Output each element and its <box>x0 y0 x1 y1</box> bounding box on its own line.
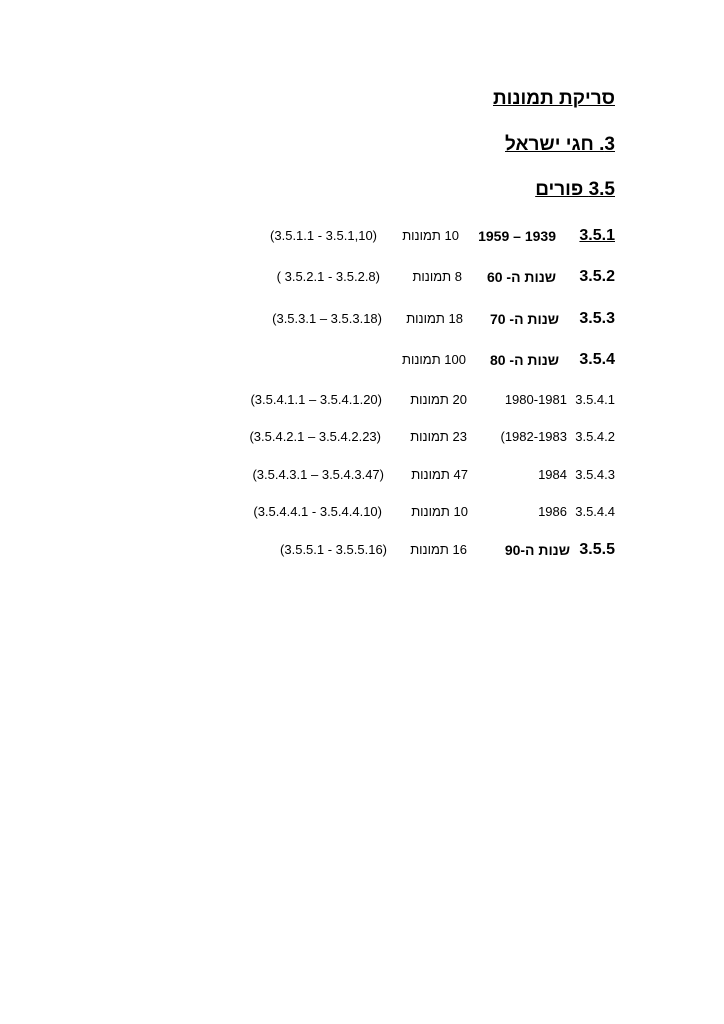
entry-range: (3.5.3.1 – 3.5.3.18) <box>272 311 382 326</box>
entry-period: 1986 <box>538 504 567 519</box>
entry-number: 3.5.4.1 <box>575 392 615 407</box>
entry-number: 3.5.4.4 <box>575 504 615 519</box>
list-item <box>0 425 724 449</box>
entry-count: 10 תמונות <box>402 228 459 243</box>
list-item <box>0 265 724 289</box>
entry-period: שנות ה- 60 <box>486 269 556 285</box>
entry-range: (3.5.5.1 - 3.5.5.16) <box>280 542 387 557</box>
entry-period: 1982-1983) <box>500 429 567 444</box>
entry-period: שנות ה-90 <box>504 542 570 558</box>
entry-count: 18 תמונות <box>406 311 463 326</box>
entry-range: (3.5.1.1 - 3.5.1,10) <box>270 228 377 243</box>
entry-count: 23 תמונות <box>410 429 467 444</box>
entry-range: (3.5.4.4.1 - 3.5.4.4.10) <box>253 504 382 519</box>
entry-period: 1939 – 1959 <box>478 228 556 244</box>
entry-period: שנות ה- 80 <box>489 352 559 368</box>
entry-number: 3.5.3 <box>579 310 615 327</box>
entry-range: ( 3.5.2.1 - 3.5.2.8) <box>276 269 380 284</box>
entry-count: 100 תמונות <box>401 352 466 367</box>
entry-number: 3.5.4 <box>579 351 615 368</box>
entry-range: (3.5.4.3.1 – 3.5.4.3.47) <box>252 467 384 482</box>
entry-number: 3.5.2 <box>579 268 615 285</box>
list-item <box>0 388 724 412</box>
entry-period: 1984 <box>538 467 567 482</box>
document-title: סריקת תמונות <box>492 88 615 109</box>
list-item <box>0 500 724 524</box>
entry-number: 3.5.4.3 <box>575 467 615 482</box>
entry-count: 47 תמונות <box>411 467 468 482</box>
list-item <box>0 463 724 487</box>
list-item <box>0 538 724 562</box>
entry-range: (3.5.4.1.1 – 3.5.4.1.20) <box>250 392 382 407</box>
entry-number: 3.5.4.2 <box>575 429 615 444</box>
chapter-heading: 3. חגי ישראל <box>505 134 615 155</box>
entry-period: 1980-1981 <box>504 392 567 407</box>
entry-number: 3.5.5 <box>579 541 615 558</box>
entry-period: שנות ה- 70 <box>489 311 559 327</box>
list-item <box>0 307 724 331</box>
entry-count: 10 תמונות <box>411 504 468 519</box>
entry-count: 16 תמונות <box>410 542 467 557</box>
entry-number: 3.5.1 <box>579 227 615 244</box>
list-item <box>0 348 724 372</box>
section-heading: 3.5 פורים <box>535 179 615 200</box>
entry-range: (3.5.4.2.1 – 3.5.4.2.23) <box>249 429 381 444</box>
list-item <box>0 224 724 248</box>
entry-count: 8 תמונות <box>412 269 462 284</box>
entry-count: 20 תמונות <box>410 392 467 407</box>
